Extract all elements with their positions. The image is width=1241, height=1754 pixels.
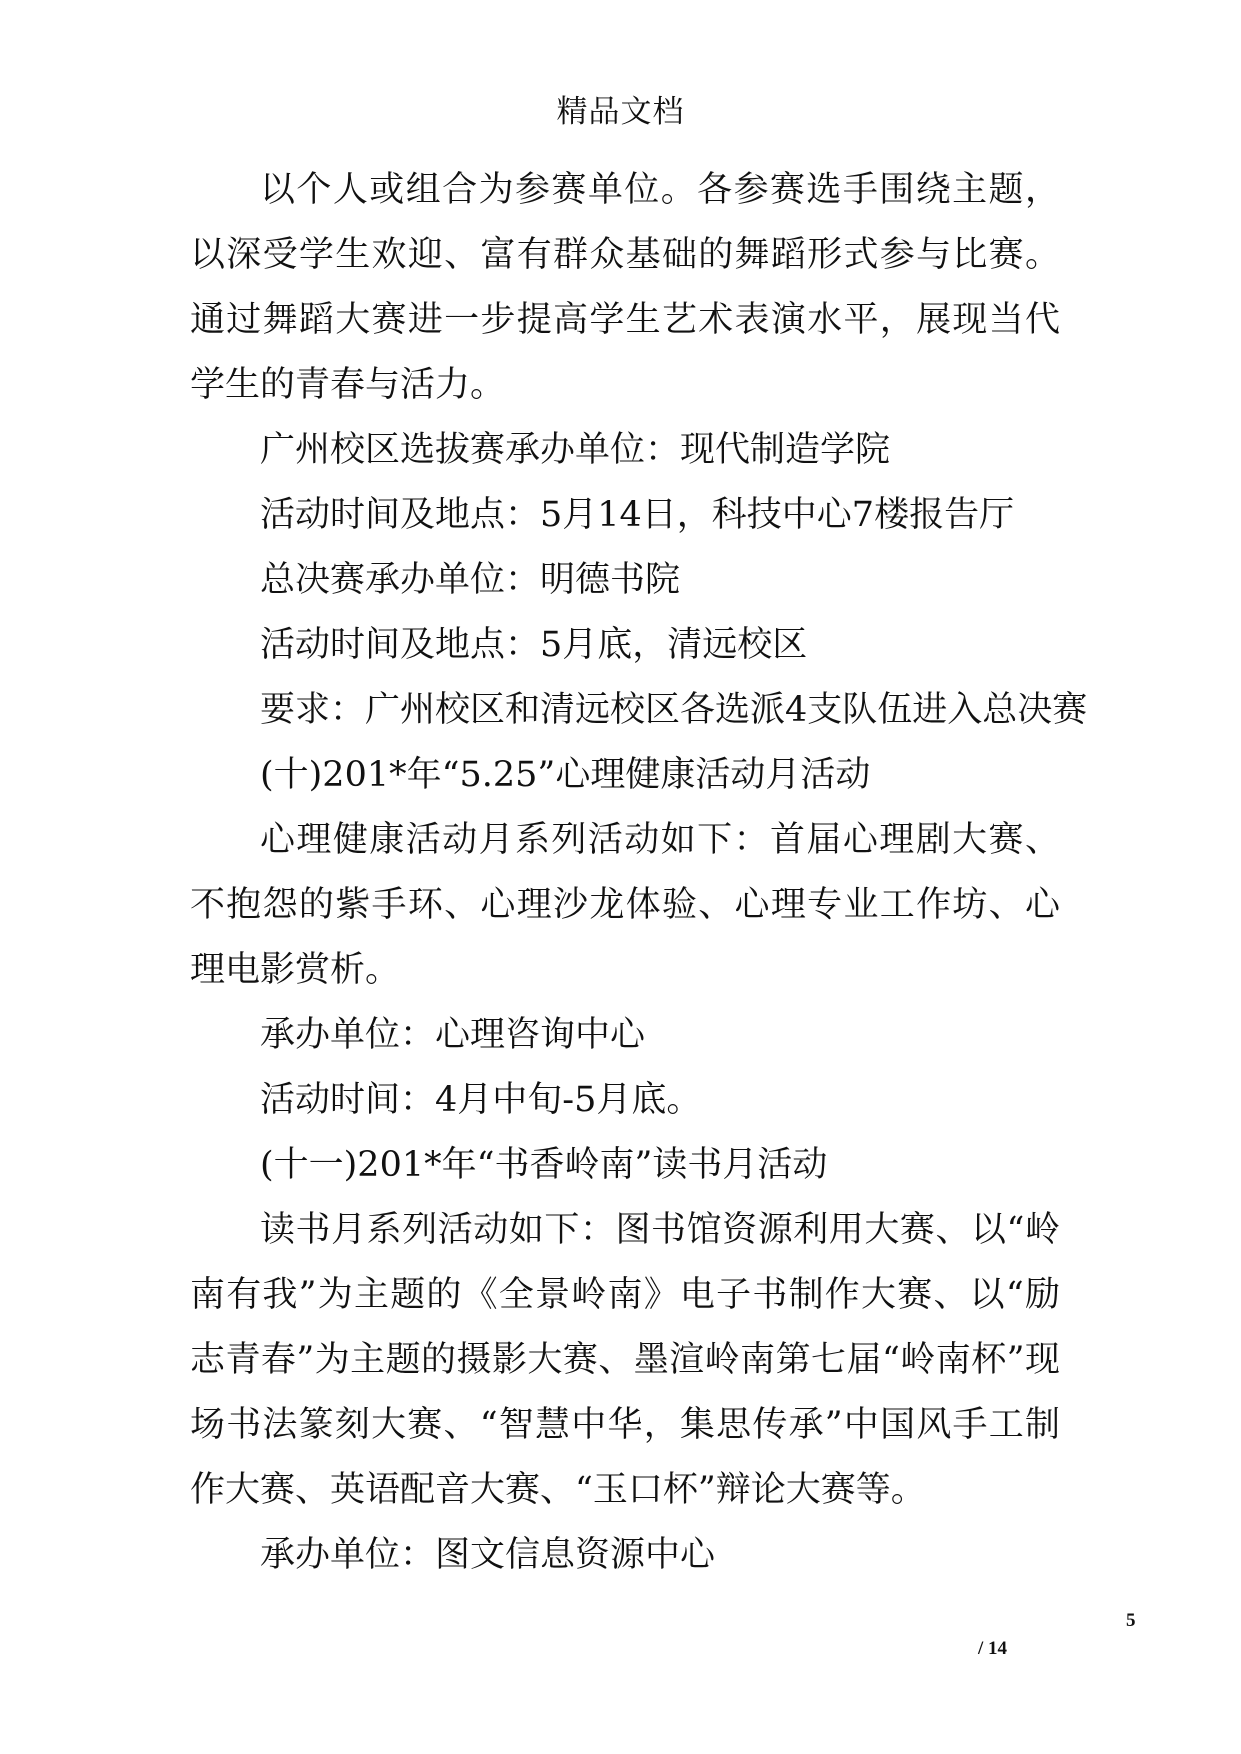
section-heading-11: (十一)201*年“书香岭南”读书月活动 xyxy=(260,1145,828,1185)
page-number: 5 xyxy=(1126,1610,1136,1631)
document-header: 精品文档 xyxy=(556,94,685,130)
paragraph-mental-health-organizer: 承办单位：心理咨询中心 xyxy=(260,1015,646,1055)
paragraph-dance-competition: 以个人或组合为参赛单位。各参赛选手围绕主题，以深受学生欢迎、富有群众基础的舞蹈形式参与比赛。通过舞蹈大赛进一步提高学生艺术表演水平，展现当代学生的青春与活力。 xyxy=(190,170,1060,405)
paragraph-guangzhou-time-place: 活动时间及地点：5月14日，科技中心7楼报告厅 xyxy=(260,495,1015,535)
paragraph-mental-health-activities: 心理健康活动月系列活动如下：首届心理剧大赛、不抱怨的紫手环、心理沙龙体验、心理专业工作坊、心理电影赏析。 xyxy=(190,820,1060,990)
paragraph-mental-health-time: 活动时间：4月中旬-5月底。 xyxy=(260,1080,702,1120)
paragraph-final-organizer: 总决赛承办单位：明德书院 xyxy=(260,560,681,600)
paragraph-final-time-place: 活动时间及地点：5月底，清远校区 xyxy=(260,625,808,665)
document-body xyxy=(190,158,1088,1588)
paragraph-reading-month-activities: 读书月系列活动如下：图书馆资源利用大赛、以“岭南有我”为主题的《全景岭南》电子书制作大赛、以“励志青春”为主题的摄影大赛、墨渲岭南第七届“岭南杯”现场书法篆刻大赛、“智慧中华，集思传承”中国风手工制作大赛、英语配音大赛、“玉口杯”辩论大赛等。 xyxy=(190,1210,1060,1510)
paragraph-requirement: 要求：广州校区和清远校区各选派4支队伍进入总决赛 xyxy=(260,690,1088,730)
paragraph-reading-month-organizer: 承办单位：图文信息资源中心 xyxy=(260,1535,716,1575)
section-heading-10: (十)201*年“5.25”心理健康活动月活动 xyxy=(260,755,871,795)
paragraph-guangzhou-organizer: 广州校区选拔赛承办单位：现代制造学院 xyxy=(260,430,891,470)
page-total: / 14 xyxy=(978,1638,1008,1659)
